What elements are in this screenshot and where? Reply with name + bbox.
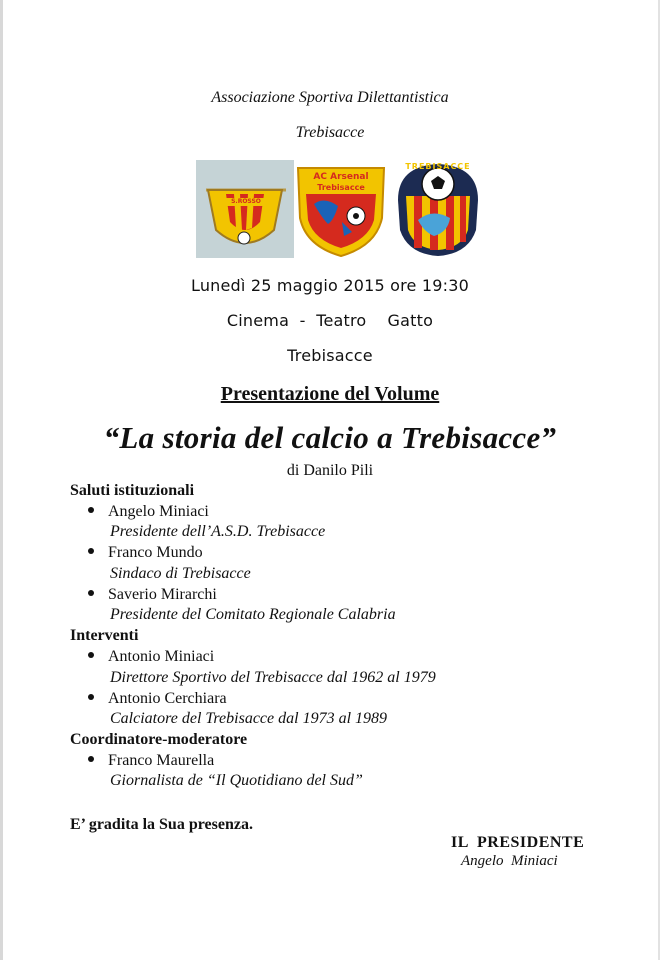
ball-badge-icon	[388, 160, 488, 258]
trebisacce-badge-logo	[388, 160, 488, 258]
signature-name: Angelo Miniaci	[461, 853, 558, 869]
bullet-icon	[88, 507, 94, 513]
signature-title: IL PRESIDENTE	[451, 834, 585, 851]
speaker-name: Saverio Mirarchi	[108, 586, 217, 603]
speaker-role: Sindaco di Trebisacce	[110, 565, 251, 582]
org-city: Trebisacce	[295, 124, 365, 141]
presentation-heading: Presentazione del Volume	[220, 383, 440, 405]
speaker-role: Presidente dell’A.S.D. Trebisacce	[110, 523, 326, 540]
pennant-icon	[196, 160, 294, 258]
speaker-name: Franco Maurella	[108, 752, 215, 769]
list-item	[88, 648, 214, 666]
org-name: Associazione Sportiva Dilettantistica	[211, 89, 449, 106]
section-heading-interventi: Interventi	[70, 627, 139, 644]
speaker-role: Calciatore del Trebisacce dal 1973 al 1989	[110, 710, 388, 727]
pennant-logo	[196, 160, 294, 258]
speaker-name: Franco Mundo	[108, 544, 203, 561]
speaker-role: Presidente del Comitato Regionale Calabria	[110, 606, 396, 623]
speaker-name: Antonio Cerchiara	[108, 690, 227, 707]
bullet-icon	[88, 694, 94, 700]
book-title: “La storia del calcio a Trebisacce”	[103, 420, 557, 455]
arsenal-shield-logo	[294, 160, 388, 258]
speaker-name: Antonio Miniaci	[108, 648, 215, 665]
bullet-icon	[88, 652, 94, 658]
speaker-role: Direttore Sportivo del Trebisacce dal 1962 al 1979	[110, 669, 436, 686]
speaker-name: Angelo Miniaci	[108, 503, 209, 520]
list-item	[88, 690, 227, 708]
list-item	[88, 586, 217, 604]
shield-logo-text: Trebisacce	[317, 183, 365, 192]
closing-text: E’ gradita la Sua presenza.	[70, 816, 253, 833]
event-venue: Cinema - Teatro Gatto	[226, 311, 434, 330]
shield-logo-text: AC Arsenal	[313, 172, 369, 182]
event-city: Trebisacce	[287, 346, 373, 365]
bullet-icon	[88, 548, 94, 554]
list-item	[88, 752, 214, 770]
list-item	[88, 503, 209, 521]
bullet-icon	[88, 590, 94, 596]
speaker-role: Giornalista de “Il Quotidiano del Sud”	[110, 772, 363, 789]
pennant-logo-text: S.ROSSO	[231, 198, 261, 205]
book-author: di Danilo Pili	[286, 462, 374, 479]
bullet-icon	[88, 756, 94, 762]
list-item	[88, 544, 203, 562]
page-edge	[0, 0, 3, 960]
section-heading-coordinatore: Coordinatore-moderatore	[70, 731, 248, 748]
section-heading-saluti: Saluti istituzionali	[70, 482, 195, 499]
event-date: Lunedì 25 maggio 2015 ore 19:30	[191, 276, 469, 295]
badge-logo-text: TREBISACCE	[405, 162, 471, 171]
